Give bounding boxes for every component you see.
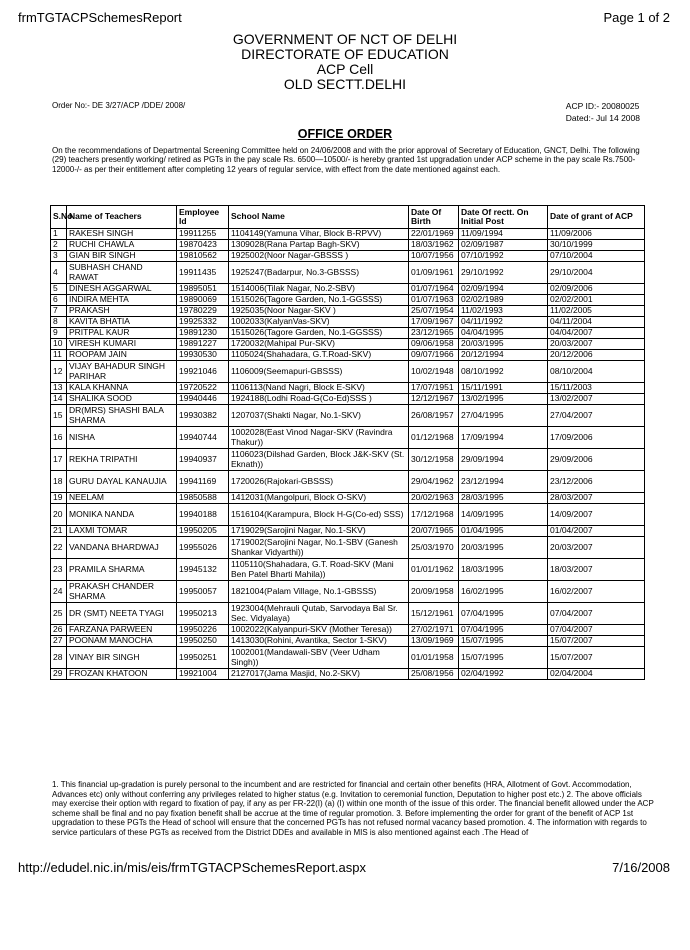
title-line: DIRECTORATE OF EDUCATION [241,46,449,62]
cell-employee-id: 19720522 [177,383,229,394]
intro-paragraph: On the recommendations of Departmental Screening Committee held on 24/06/2008 and with the prior approval of Secretary of Education, GNCT, Delhi. The following (29) teachers presently working/ retired as PGTs in the pay scale Rs. 6500—10500/- is hereby granted 1st upgradation under ACP scheme in the pay scale Rs.7500-12000-/- as per their entitlement after completing 12 years of regular service, with effect from the date mentioned against each. [52,146,640,174]
cell-rectt-date: 08/10/1992 [459,361,548,383]
cell-school: 1720032(Mahipal Pur-SKV) [229,339,409,350]
cell-acp-date: 20/12/2006 [548,350,645,361]
cell-employee-id: 19930382 [177,405,229,427]
cell-acp-date: 20/03/2007 [548,339,645,350]
cell-school: 1925035(Noor Nagar-SKV ) [229,306,409,317]
cell-name: MONIKA NANDA [67,504,177,526]
cell-dob: 27/02/1971 [409,625,459,636]
cell-sno: 13 [51,383,67,394]
page-url: http://edudel.nic.in/mis/eis/frmTGTACPSchemesReport.aspx [18,860,366,875]
cell-acp-date: 07/04/2007 [548,603,645,625]
order-number: Order No:- DE 3/27/ACP /DDE/ 2008/ [52,101,186,110]
table-row [51,603,645,625]
cell-name: GIAN BIR SINGH [67,251,177,262]
cell-name: LAXMI TOMAR [67,526,177,537]
table-row [51,284,645,295]
cell-name: SHALIKA SOOD [67,394,177,405]
cell-employee-id: 19940937 [177,449,229,471]
cell-acp-date: 23/12/2006 [548,471,645,493]
cell-rectt-date: 01/04/1995 [459,526,548,537]
table-header-row [51,206,645,229]
title-line: OLD SECTT.DELHI [283,76,407,92]
cell-dob: 29/04/1962 [409,471,459,493]
cell-school: 1925247(Badarpur, No.3-GBSSS) [229,262,409,284]
cell-dob: 20/07/1965 [409,526,459,537]
cell-dob: 20/09/1958 [409,581,459,603]
cell-dob: 10/07/1956 [409,251,459,262]
table-row [51,229,645,240]
cell-name: PRAKASH [67,306,177,317]
table-row [51,405,645,427]
cell-dob: 01/12/1968 [409,427,459,449]
cell-dob: 09/06/1958 [409,339,459,350]
table-row [51,317,645,328]
header-name: Name of Teachers [67,206,177,229]
cell-rectt-date: 29/10/1992 [459,262,548,284]
cell-employee-id: 19921004 [177,669,229,680]
cell-school: 1514006(Tilak Nagar, No.2-SBV) [229,284,409,295]
cell-rectt-date: 14/09/1995 [459,504,548,526]
cell-sno: 3 [51,251,67,262]
cell-rectt-date: 02/09/1987 [459,240,548,251]
cell-school: 1105024(Shahadara, G.T.Road-SKV) [229,350,409,361]
cell-name: POONAM MANOCHA [67,636,177,647]
cell-employee-id: 19950251 [177,647,229,669]
cell-school: 1720026(Rajokari-GBSSS) [229,471,409,493]
cell-dob: 01/01/1958 [409,647,459,669]
table-row [51,339,645,350]
cell-employee-id: 19921046 [177,361,229,383]
cell-sno: 22 [51,537,67,559]
cell-dob: 17/12/1968 [409,504,459,526]
cell-sno: 12 [51,361,67,383]
cell-acp-date: 17/09/2006 [548,427,645,449]
table-row [51,262,645,284]
cell-school: 1413030(Rohini, Avantika, Sector 1-SKV) [229,636,409,647]
header-rectt-date: Date Of rectt. On Initial Post [459,206,548,229]
cell-acp-date: 16/02/2007 [548,581,645,603]
cell-acp-date: 27/04/2007 [548,405,645,427]
table-row [51,306,645,317]
table-row [51,328,645,339]
cell-employee-id: 19940188 [177,504,229,526]
cell-school: 1002001(Mandawali-SBV (Veer Udham Singh)) [229,647,409,669]
cell-school: 1106023(Dilshad Garden, Block J&K-SKV (St. Eknath)) [229,449,409,471]
cell-name: KALA KHANNA [67,383,177,394]
cell-sno: 27 [51,636,67,647]
cell-name: FARZANA PARWEEN [67,625,177,636]
cell-rectt-date: 29/09/1994 [459,449,548,471]
cell-rectt-date: 20/03/1995 [459,339,548,350]
cell-acp-date: 15/07/2007 [548,636,645,647]
cell-sno: 15 [51,405,67,427]
cell-sno: 21 [51,526,67,537]
cell-acp-date: 15/07/2007 [548,647,645,669]
cell-sno: 5 [51,284,67,295]
table-body [51,229,645,680]
print-date: 7/16/2008 [612,860,670,875]
title-block [0,32,690,92]
cell-name: PRAMILA SHARMA [67,559,177,581]
cell-sno: 6 [51,295,67,306]
cell-school: 1516104(Karampura, Block H-G(Co-ed) SSS) [229,504,409,526]
cell-dob: 17/09/1967 [409,317,459,328]
cell-sno: 9 [51,328,67,339]
cell-rectt-date: 15/11/1991 [459,383,548,394]
cell-rectt-date: 20/03/1995 [459,537,548,559]
cell-employee-id: 19870423 [177,240,229,251]
cell-dob: 22/01/1969 [409,229,459,240]
cell-sno: 18 [51,471,67,493]
cell-name: DINESH AGGARWAL [67,284,177,295]
cell-employee-id: 19911255 [177,229,229,240]
cell-acp-date: 14/09/2007 [548,504,645,526]
cell-employee-id: 19891230 [177,328,229,339]
cell-employee-id: 19911435 [177,262,229,284]
cell-school: 1105110(Shahadara, G.T. Road-SKV (Mani Ben Patel Bharti Mahila)) [229,559,409,581]
cell-rectt-date: 16/02/1995 [459,581,548,603]
cell-name: VINAY BIR SINGH [67,647,177,669]
cell-employee-id: 19891227 [177,339,229,350]
table-row [51,383,645,394]
cell-school: 1924188(Lodhi Road-G(Co-Ed)SSS ) [229,394,409,405]
cell-name: DR(MRS) SHASHI BALA SHARMA [67,405,177,427]
cell-rectt-date: 15/07/1995 [459,636,548,647]
cell-name: SUBHASH CHAND RAWAT [67,262,177,284]
cell-acp-date: 29/10/2004 [548,262,645,284]
cell-sno: 7 [51,306,67,317]
cell-name: ROOPAM JAIN [67,350,177,361]
cell-school: 1515026(Tagore Garden, No.1-GGSSS) [229,328,409,339]
cell-school: 1412031(Mangolpuri, Block O-SKV) [229,493,409,504]
header-sno: S.No [51,206,67,229]
cell-rectt-date: 04/11/1992 [459,317,548,328]
cell-school: 1923004(Mehrauli Qutab, Sarvodaya Bal Sr. Sec. Vidyalaya) [229,603,409,625]
order-date: Dated:- Jul 14 2008 [565,113,640,123]
title-line: ACP Cell [316,61,374,77]
table-row [51,394,645,405]
table-row [51,636,645,647]
cell-school: 1719029(Sarojini Nagar, No.1-SKV) [229,526,409,537]
cell-dob: 09/07/1966 [409,350,459,361]
cell-school: 1002028(East Vinod Nagar-SKV (Ravindra Thakur)) [229,427,409,449]
title-line: GOVERNMENT OF NCT OF DELHI [232,31,458,47]
cell-employee-id: 19925332 [177,317,229,328]
cell-school: 1002022(Kalyanpuri-SKV (Mother Teresa)) [229,625,409,636]
cell-employee-id: 19950250 [177,636,229,647]
cell-employee-id: 19950226 [177,625,229,636]
cell-sno: 24 [51,581,67,603]
cell-rectt-date: 23/12/1994 [459,471,548,493]
cell-acp-date: 02/09/2006 [548,284,645,295]
office-order-text: OFFICE ORDER [297,127,393,141]
table-row [51,526,645,537]
table-row [51,295,645,306]
cell-rectt-date: 28/03/1995 [459,493,548,504]
cell-dob: 13/09/1969 [409,636,459,647]
acp-info [566,100,640,124]
cell-sno: 23 [51,559,67,581]
cell-dob: 25/07/1954 [409,306,459,317]
cell-acp-date: 04/04/2007 [548,328,645,339]
cell-employee-id: 19940446 [177,394,229,405]
cell-name: RUCHI CHAWLA [67,240,177,251]
cell-rectt-date: 07/04/1995 [459,625,548,636]
cell-rectt-date: 02/09/1994 [459,284,548,295]
cell-sno: 4 [51,262,67,284]
cell-acp-date: 11/09/2006 [548,229,645,240]
cell-employee-id: 19955026 [177,537,229,559]
cell-sno: 1 [51,229,67,240]
cell-employee-id: 19930530 [177,350,229,361]
table-row [51,251,645,262]
cell-name: FROZAN KHATOON [67,669,177,680]
cell-name: NISHA [67,427,177,449]
cell-name: DR (SMT) NEETA TYAGI [67,603,177,625]
cell-sno: 29 [51,669,67,680]
teachers-table [50,205,645,680]
table-row [51,647,645,669]
cell-dob: 01/07/1964 [409,284,459,295]
acp-id: ACP ID:- 20080025 [565,101,640,111]
table-row [51,581,645,603]
table-row [51,361,645,383]
cell-dob: 23/12/1965 [409,328,459,339]
cell-name: PRITPAL KAUR [67,328,177,339]
cell-rectt-date: 07/04/1995 [459,603,548,625]
cell-sno: 8 [51,317,67,328]
office-order-heading [0,127,690,141]
cell-employee-id: 19895051 [177,284,229,295]
cell-sno: 26 [51,625,67,636]
cell-rectt-date: 02/02/1989 [459,295,548,306]
table-row [51,493,645,504]
cell-dob: 01/09/1961 [409,262,459,284]
cell-name: INDIRA MEHTA [67,295,177,306]
table-row [51,559,645,581]
cell-employee-id: 19940744 [177,427,229,449]
cell-school: 1719002(Sarojini Nagar, No.1-SBV (Ganesh Shankar Vidyarthi)) [229,537,409,559]
cell-employee-id: 19780229 [177,306,229,317]
cell-dob: 10/02/1948 [409,361,459,383]
cell-employee-id: 19950205 [177,526,229,537]
cell-dob: 01/01/1962 [409,559,459,581]
table-row [51,350,645,361]
cell-acp-date: 28/03/2007 [548,493,645,504]
table-row [51,625,645,636]
cell-acp-date: 02/02/2001 [548,295,645,306]
cell-school: 1309028(Rana Partap Bagh-SKV) [229,240,409,251]
cell-employee-id: 19941169 [177,471,229,493]
cell-rectt-date: 17/09/1994 [459,427,548,449]
cell-acp-date: 29/09/2006 [548,449,645,471]
cell-sno: 11 [51,350,67,361]
cell-sno: 28 [51,647,67,669]
cell-name: REKHA TRIPATHI [67,449,177,471]
page-number: Page 1 of 2 [603,10,670,25]
cell-name: GURU DAYAL KANAUJIA [67,471,177,493]
cell-acp-date: 07/10/2004 [548,251,645,262]
cell-name: RAKESH SINGH [67,229,177,240]
cell-rectt-date: 11/09/1994 [459,229,548,240]
cell-name: VIJAY BAHADUR SINGH PARIHAR [67,361,177,383]
cell-school: 1002033(KalyanVas-SKV) [229,317,409,328]
cell-acp-date: 11/02/2005 [548,306,645,317]
cell-dob: 12/12/1967 [409,394,459,405]
cell-acp-date: 20/03/2007 [548,537,645,559]
cell-school: 2127017(Jama Masjid, No.2-SKV) [229,669,409,680]
cell-rectt-date: 11/02/1993 [459,306,548,317]
table-row [51,240,645,251]
cell-sno: 2 [51,240,67,251]
cell-name: KAVITA BHATIA [67,317,177,328]
cell-acp-date: 13/02/2007 [548,394,645,405]
cell-school: 1515026(Tagore Garden, No.1-GGSSS) [229,295,409,306]
cell-sno: 17 [51,449,67,471]
cell-employee-id: 19850588 [177,493,229,504]
cell-acp-date: 08/10/2004 [548,361,645,383]
cell-dob: 26/08/1957 [409,405,459,427]
cell-name: PRAKASH CHANDER SHARMA [67,581,177,603]
cell-rectt-date: 20/12/1994 [459,350,548,361]
cell-acp-date: 04/11/2004 [548,317,645,328]
cell-rectt-date: 18/03/1995 [459,559,548,581]
table-row [51,471,645,493]
cell-name: VIRESH KUMARI [67,339,177,350]
cell-sno: 20 [51,504,67,526]
cell-acp-date: 15/11/2003 [548,383,645,394]
cell-school: 1106009(Seemapuri-GBSSS) [229,361,409,383]
cell-acp-date: 01/04/2007 [548,526,645,537]
cell-rectt-date: 27/04/1995 [459,405,548,427]
header-dob: Date Of Birth [409,206,459,229]
cell-acp-date: 18/03/2007 [548,559,645,581]
cell-dob: 20/02/1963 [409,493,459,504]
cell-employee-id: 19945132 [177,559,229,581]
cell-sno: 19 [51,493,67,504]
cell-employee-id: 19890069 [177,295,229,306]
cell-name: VANDANA BHARDWAJ [67,537,177,559]
table-row [51,537,645,559]
table-row [51,449,645,471]
cell-name: NEELAM [67,493,177,504]
cell-dob: 15/12/1961 [409,603,459,625]
cell-school: 1104149(Yamuna Vihar, Block B-RPVV) [229,229,409,240]
cell-school: 1207037(Shakti Nagar, No.1-SKV) [229,405,409,427]
cell-acp-date: 07/04/2007 [548,625,645,636]
cell-dob: 25/03/1970 [409,537,459,559]
cell-rectt-date: 04/04/1995 [459,328,548,339]
cell-sno: 25 [51,603,67,625]
cell-employee-id: 19950213 [177,603,229,625]
cell-rectt-date: 13/02/1995 [459,394,548,405]
table-row [51,504,645,526]
header-acp-date: Date of grant of ACP [548,206,645,229]
cell-school: 1821004(Palam Village, No.1-GBSSS) [229,581,409,603]
cell-acp-date: 30/10/1999 [548,240,645,251]
cell-dob: 25/08/1956 [409,669,459,680]
cell-sno: 14 [51,394,67,405]
cell-acp-date: 02/04/2004 [548,669,645,680]
cell-dob: 30/12/1958 [409,449,459,471]
report-name: frmTGTACPSchemesReport [18,10,182,25]
cell-school: 1925002(Noor Nagar-GBSSS ) [229,251,409,262]
cell-rectt-date: 15/07/1995 [459,647,548,669]
cell-school: 1106113(Nand Nagri, Block E-SKV) [229,383,409,394]
cell-dob: 01/07/1963 [409,295,459,306]
cell-employee-id: 19950057 [177,581,229,603]
header-employee-id: Employee Id [177,206,229,229]
cell-rectt-date: 02/04/1992 [459,669,548,680]
header-school: School Name [229,206,409,229]
cell-rectt-date: 07/10/1992 [459,251,548,262]
table-row [51,669,645,680]
cell-sno: 16 [51,427,67,449]
cell-dob: 17/07/1951 [409,383,459,394]
cell-sno: 10 [51,339,67,350]
footer-note: 1. This financial up-gradation is purely personal to the incumbent and are restricted for financial and certain other benefits (HRA, Allotment of Govt. Accommodation, Advances etc) only without conferring any privileges related to higher status (e.g. Invitation to ceremonial function, Deputation to higher post etc.) 2. The above officials may exercise their option with regard to fixation of pay, if any as per FR-22(I) (a) (I) within one month of the issue of this order. The financial benefit allowed under the ACP scheme shall be final and no pay fixation benefit shall be accrue at the time of regular promotion. 3. Before implementing the order for grant of the benefit of ACP 1st upgradation to these PGTs the Head of school will ensure that the concerned PGTs has not refused normal vacancy based promotion. 4. The information with regards to service particulars of these PGTs as received from the District DDEs and available in MIS is also mentioned against each .The Head of [52,780,654,837]
table-row [51,427,645,449]
cell-employee-id: 19810562 [177,251,229,262]
cell-dob: 18/03/1962 [409,240,459,251]
